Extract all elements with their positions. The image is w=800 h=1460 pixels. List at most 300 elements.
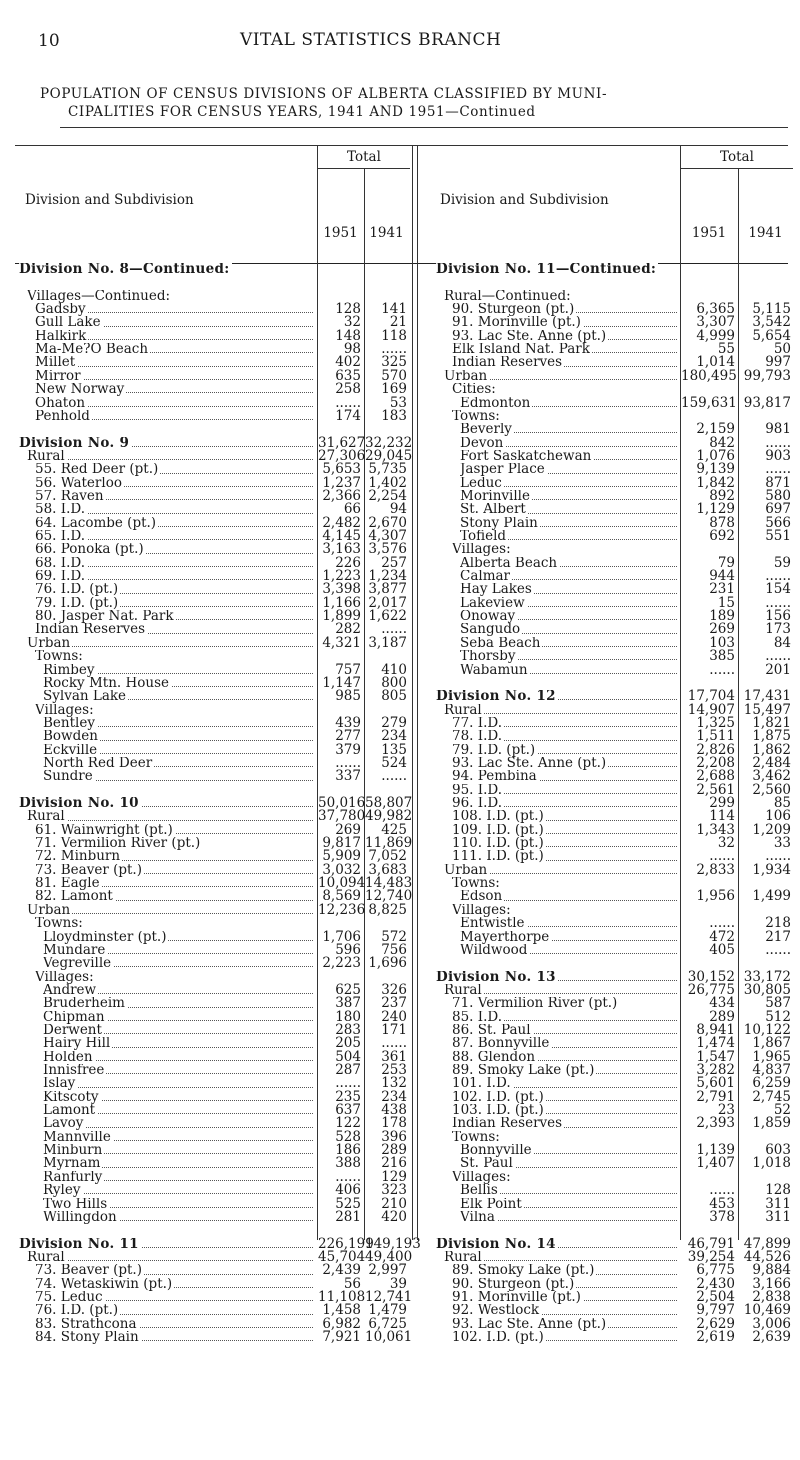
value-1951: 180,495 — [681, 367, 737, 384]
table-row — [420, 754, 793, 771]
table-row — [420, 1304, 793, 1318]
value-1951: 405 — [709, 941, 735, 958]
value-1941: 279 — [381, 714, 407, 731]
value-1951: 1,511 — [696, 728, 735, 745]
table-row — [420, 1264, 793, 1278]
row-label: Bruderheim — [43, 997, 313, 1010]
row-label: 85. I.D. — [452, 1011, 677, 1024]
value-1951: 2,504 — [696, 1288, 735, 1305]
value-1951: 32 — [343, 314, 361, 331]
value-1951: 299 — [709, 795, 735, 811]
table-row — [15, 1329, 413, 1345]
year-1941-header: 1941 — [369, 225, 404, 241]
value-1941: 805 — [381, 688, 407, 705]
row-label: 101. I.D. — [452, 1077, 677, 1090]
value-1951: 1,223 — [322, 568, 361, 585]
value-1941: 156 — [765, 608, 791, 625]
table-row — [15, 770, 410, 784]
value-1951: 388 — [335, 1155, 361, 1172]
year-1941-header: 1941 — [748, 225, 783, 241]
row-label: 77. I.D. — [452, 717, 677, 730]
value-1941: 3,576 — [368, 541, 407, 558]
row-label: 91. Morinville (pt.) — [452, 1291, 677, 1304]
value-1951: 337 — [335, 768, 361, 785]
value-1951: 385 — [709, 648, 735, 665]
table-row — [420, 861, 793, 878]
value-1941: 5,654 — [752, 327, 791, 344]
value-1951: 4,321 — [322, 634, 361, 651]
table-row — [420, 343, 793, 357]
table-row — [420, 650, 793, 664]
row-label: Rural — [27, 450, 313, 463]
row-label: Villages: — [35, 703, 94, 717]
division-total-row — [420, 263, 793, 277]
table-row — [420, 810, 793, 824]
value-1941: 420 — [381, 1208, 407, 1225]
value-1941: 12,740 — [365, 888, 413, 905]
value-1951: 1,325 — [696, 714, 735, 731]
value-1941: 5,115 — [752, 301, 791, 318]
value-1951: 692 — [709, 528, 735, 544]
value-1941: 1,479 — [368, 1302, 407, 1319]
row-label: Entwistle — [460, 917, 677, 930]
row-label: 78. I.D. — [452, 730, 677, 743]
table-title — [40, 85, 780, 121]
row-label: 72. Minburn — [35, 850, 313, 863]
table-row — [420, 594, 793, 611]
value-1951: 2,159 — [696, 421, 735, 438]
value-1941: 210 — [381, 1195, 407, 1212]
value-1941: ...... — [381, 621, 407, 638]
row-label: 89. Smoky Lake (pt.) — [452, 1264, 677, 1277]
division-subdivision-header: Division and Subdivision — [25, 192, 194, 208]
row-label: Holden — [43, 1051, 313, 1064]
value-1941: 32,232 — [365, 434, 413, 451]
row-label: Urban — [444, 370, 677, 383]
table-row — [420, 474, 793, 491]
value-1941: 551 — [765, 528, 791, 544]
value-1941: 9,884 — [752, 1262, 791, 1279]
row-label: Urban — [27, 637, 313, 650]
row-label: Millet — [35, 356, 313, 369]
row-label: Villages: — [452, 543, 511, 557]
value-1941: ...... — [381, 1035, 407, 1052]
value-1941: 5,735 — [368, 461, 407, 478]
row-label: 82. Lamont — [35, 890, 313, 903]
row-label: Sylvan Lake — [43, 690, 313, 703]
table-row — [420, 781, 793, 798]
value-1951: 1,474 — [696, 1035, 735, 1052]
row-label: Villages: — [452, 1170, 511, 1185]
value-1941: ...... — [765, 461, 791, 478]
value-1951: ...... — [335, 754, 361, 771]
row-label: Tofield — [460, 530, 677, 543]
value-1941: 1,402 — [368, 474, 407, 491]
value-1951: 39,254 — [687, 1248, 735, 1265]
row-label: Calmar — [460, 570, 677, 583]
value-1951: 277 — [335, 728, 361, 745]
value-1941: 99,793 — [743, 367, 791, 384]
value-1951: 1,842 — [696, 474, 735, 491]
row-label: Division No. 14 — [436, 1238, 677, 1251]
row-label: 89. Smoky Lake (pt.) — [452, 1064, 677, 1077]
value-1941: 201 — [765, 661, 791, 678]
value-1951: 66 — [343, 501, 361, 518]
row-label: 56. Waterloo — [35, 477, 313, 490]
value-1951: 6,775 — [696, 1262, 735, 1279]
value-1951: 1,014 — [696, 354, 735, 371]
value-1951: 12,236 — [318, 901, 366, 918]
table-row — [420, 290, 793, 304]
row-label: Rural — [27, 810, 313, 823]
value-1941: 3,683 — [368, 861, 407, 878]
division-total-row — [15, 263, 410, 277]
row-label: 93. Lac Ste. Anne (pt.) — [452, 1318, 677, 1331]
value-1941: 981 — [765, 421, 791, 438]
table-row — [420, 1037, 793, 1051]
value-1951: 10,094 — [318, 875, 366, 892]
row-label: Stony Plain — [460, 517, 677, 530]
row-label: Kitscoty — [43, 1091, 313, 1104]
table-row — [420, 1077, 793, 1091]
row-label: Rural — [27, 1251, 313, 1264]
table-row — [420, 543, 793, 557]
row-label — [19, 276, 313, 289]
row-label — [19, 1224, 313, 1237]
value-1941: 149,193 — [365, 1235, 421, 1252]
row-label: 109. I.D. (pt.) — [452, 824, 677, 837]
row-label: 80. Jasper Nat. Park — [35, 610, 313, 623]
value-1941: 1,696 — [368, 955, 407, 972]
value-1951: 2,791 — [696, 1088, 735, 1105]
row-label: Towns: — [452, 877, 500, 891]
row-label: Division No. 12 — [436, 690, 677, 703]
value-1951: 387 — [335, 995, 361, 1012]
row-label: Edson — [460, 890, 677, 903]
value-1951: 32 — [717, 835, 735, 852]
value-1951: 50,016 — [318, 795, 366, 811]
table-row — [420, 941, 793, 958]
table-row — [15, 1208, 410, 1225]
row-label: Rimbey — [43, 664, 313, 677]
value-1951: ...... — [709, 848, 735, 865]
value-1951: 3,307 — [696, 314, 735, 331]
value-1941: 50 — [773, 341, 791, 358]
value-1951: 4,145 — [322, 528, 361, 544]
value-1951: 3,282 — [696, 1062, 735, 1078]
title-rule-thick — [60, 127, 788, 128]
table-row — [420, 770, 793, 784]
row-label: Indian Reserves — [35, 623, 313, 636]
value-1951: 2,619 — [696, 1329, 735, 1345]
value-1941: 10,469 — [743, 1302, 791, 1319]
value-1941: 1,622 — [368, 608, 407, 625]
value-1941: 570 — [381, 367, 407, 384]
value-1941: 1,499 — [752, 888, 791, 905]
value-1951: 439 — [335, 714, 361, 731]
value-1941: 154 — [765, 581, 791, 598]
table-title-line-1: POPULATION OF CENSUS DIVISIONS OF ALBERTA CLASSIFIED BY MUNI- — [40, 86, 608, 102]
value-1951: 148 — [335, 327, 361, 344]
row-label: Ma-Me?O Beach — [35, 343, 313, 356]
row-label: 61. Wainwright (pt.) — [35, 824, 313, 837]
row-label: Rocky Mtn. House — [43, 677, 313, 690]
table-row — [420, 514, 793, 531]
row-label: 65. I.D. — [35, 530, 313, 543]
value-1951: 27,306 — [318, 447, 366, 464]
row-label: 75. Leduc — [35, 1291, 313, 1304]
value-1951: 5,601 — [696, 1075, 735, 1092]
value-1951: 122 — [335, 1115, 361, 1132]
value-1951: 46,791 — [687, 1235, 735, 1252]
value-1941: 361 — [381, 1048, 407, 1065]
table-row — [420, 583, 793, 597]
table-row — [420, 1288, 793, 1305]
row-label: 83. Strathcona — [35, 1318, 313, 1331]
value-1951: 2,629 — [696, 1315, 735, 1332]
row-label: Division No. 8—Continued: — [19, 263, 230, 277]
value-1941: 53 — [389, 394, 407, 411]
value-1941: 2,017 — [368, 594, 407, 611]
row-label: St. Paul — [460, 1157, 677, 1170]
row-label: 90. Sturgeon (pt.) — [452, 1278, 677, 1291]
value-1941: 289 — [381, 1142, 407, 1159]
value-1941: 311 — [765, 1208, 791, 1225]
value-1951: 269 — [709, 621, 735, 638]
value-1941: 234 — [381, 1088, 407, 1105]
row-label: Lamont — [43, 1104, 313, 1117]
value-1941: 173 — [765, 621, 791, 638]
value-1951: 596 — [335, 941, 361, 958]
row-label: Villages: — [35, 970, 94, 984]
row-label: Beverly — [460, 423, 677, 436]
row-label: 94. Pembina — [452, 770, 677, 783]
year-1951-header: 1951 — [691, 225, 727, 241]
value-1951: 402 — [335, 354, 361, 371]
value-1951: 3,032 — [322, 861, 361, 878]
row-label: Urban — [27, 904, 313, 917]
value-1951: 1,343 — [696, 821, 735, 838]
row-label: St. Albert — [460, 503, 677, 516]
table-row — [15, 957, 410, 971]
table-row — [420, 1331, 793, 1345]
table-row — [420, 981, 793, 998]
row-label: Elk Point — [460, 1198, 677, 1211]
value-1951: 9,139 — [696, 461, 735, 478]
value-1941: 217 — [765, 928, 791, 945]
table-row — [420, 701, 793, 718]
value-1941: 2,670 — [368, 514, 407, 531]
table-row — [420, 904, 793, 918]
row-label: Gull Lake — [35, 316, 313, 329]
value-1951: 174 — [335, 407, 361, 424]
value-1941: ...... — [765, 848, 791, 865]
value-1941: 132 — [381, 1075, 407, 1092]
table-row — [420, 928, 793, 945]
value-1951: 11,108 — [318, 1288, 366, 1305]
table-row — [420, 1275, 793, 1292]
row-label: Devon — [460, 437, 677, 450]
value-1951: 757 — [335, 661, 361, 678]
table-title-line-2: CIPALITIES FOR CENSUS YEARS, 1941 AND 1951—Continued — [68, 104, 536, 120]
value-1951: 1,139 — [696, 1142, 735, 1159]
row-label: Vilna — [460, 1211, 677, 1224]
row-label — [436, 957, 677, 970]
row-label: Towns: — [35, 650, 83, 664]
value-1941: 33,172 — [743, 968, 791, 985]
row-label: Fort Saskatchewan — [460, 450, 677, 463]
row-label: Ohaton — [35, 397, 313, 410]
running-header: VITAL STATISTICS BRANCH — [240, 30, 502, 50]
value-1941: ...... — [765, 434, 791, 451]
value-1941: 216 — [381, 1155, 407, 1172]
value-1951: 282 — [335, 621, 361, 638]
value-1941: 10,122 — [743, 1021, 791, 1038]
value-1941: 697 — [765, 501, 791, 518]
value-1951: 103 — [709, 634, 735, 651]
value-1951: 128 — [335, 301, 361, 318]
value-1941: 135 — [381, 741, 407, 758]
table-row — [420, 1195, 793, 1212]
value-1951: 5,909 — [322, 848, 361, 865]
value-1941: 39 — [389, 1275, 407, 1292]
value-1941: 218 — [765, 915, 791, 932]
value-1941: 11,869 — [365, 835, 413, 852]
row-label: Ryley — [43, 1184, 313, 1197]
value-1941: 3,187 — [368, 634, 407, 651]
row-label — [436, 276, 677, 289]
row-label: Cities: — [452, 383, 496, 397]
table-row — [420, 1157, 793, 1171]
row-label: Rural—Continued: — [444, 289, 571, 303]
value-1951: 56 — [343, 1275, 361, 1292]
row-label: Halkirk — [35, 330, 313, 343]
value-1951: 504 — [335, 1048, 361, 1065]
row-label: 74. Wetaskiwin (pt.) — [35, 1278, 313, 1291]
row-label: 95. I.D. — [452, 784, 677, 797]
value-1951: 2,482 — [322, 514, 361, 531]
value-1951: 1,956 — [696, 888, 735, 905]
table-row — [15, 634, 410, 651]
value-1951: ...... — [335, 1168, 361, 1185]
table-row — [420, 730, 793, 744]
value-1951: 1,899 — [322, 608, 361, 625]
value-1941: 169 — [381, 381, 407, 398]
row-label: Wildwood — [460, 944, 677, 957]
row-label: Indian Reserves — [452, 1117, 677, 1130]
table-row — [420, 434, 793, 451]
row-label: 103. I.D. (pt.) — [452, 1104, 677, 1117]
value-1941: 524 — [381, 754, 407, 771]
value-1941: 3,462 — [752, 768, 791, 785]
value-1941: ...... — [765, 594, 791, 611]
value-1941: 3,006 — [752, 1315, 791, 1332]
row-label: Onoway — [460, 610, 677, 623]
table-row — [420, 1048, 793, 1065]
value-1951: 7,921 — [322, 1329, 361, 1345]
row-label: 93. Lac Ste. Anne (pt.) — [452, 757, 677, 770]
value-1951: 287 — [335, 1062, 361, 1078]
row-label: Lakeview — [460, 597, 677, 610]
value-1951: 9,817 — [322, 835, 361, 852]
value-1951: 1,407 — [696, 1155, 735, 1172]
value-1951: 525 — [335, 1195, 361, 1212]
value-1941: 410 — [381, 661, 407, 678]
value-1951: ...... — [709, 661, 735, 678]
value-1941: 572 — [381, 928, 407, 945]
value-1941: 183 — [381, 407, 407, 424]
value-1941: 800 — [381, 674, 407, 691]
value-1951: 434 — [709, 995, 735, 1012]
value-1941: 756 — [381, 941, 407, 958]
row-label: New Norway — [35, 383, 313, 396]
row-label: Wabamun — [460, 664, 677, 677]
value-1941: 52 — [773, 1102, 791, 1119]
table-row — [420, 634, 793, 651]
row-label: 93. Lac Ste. Anne (pt.) — [452, 330, 677, 343]
row-label: 69. I.D. — [35, 570, 313, 583]
row-label: Willingdon — [43, 1211, 313, 1224]
table-row — [420, 570, 793, 584]
table-row — [420, 327, 793, 344]
value-1941: 1,862 — [752, 741, 791, 758]
value-1941: 566 — [765, 514, 791, 531]
value-1941: ...... — [765, 648, 791, 665]
row-label — [436, 1224, 677, 1237]
row-label: Seba Beach — [460, 637, 677, 650]
value-1951: 379 — [335, 741, 361, 758]
value-1941: 257 — [381, 554, 407, 571]
value-1941: ...... — [765, 568, 791, 585]
value-1951: 6,982 — [322, 1315, 361, 1332]
value-1941: 323 — [381, 1182, 407, 1199]
row-label: Towns: — [35, 917, 83, 931]
division-total-row — [420, 690, 793, 704]
value-1951: 14,907 — [687, 701, 735, 718]
value-1941: 15,497 — [743, 701, 791, 718]
value-1951: 892 — [709, 487, 735, 504]
value-1941: 1,234 — [368, 568, 407, 585]
value-1951: 17,704 — [687, 688, 735, 705]
table-row — [420, 1248, 793, 1265]
row-label: Morinville — [460, 490, 677, 503]
value-1951: 944 — [709, 568, 735, 585]
value-1951: 2,366 — [322, 487, 361, 504]
row-label: Eckville — [43, 744, 313, 757]
row-label: Villages: — [452, 903, 511, 918]
table-row — [420, 741, 793, 758]
value-1951: 1,237 — [322, 474, 361, 491]
row-label: 86. St. Paul — [452, 1024, 677, 1037]
value-1941: 129 — [381, 1168, 407, 1185]
value-1941: 325 — [381, 354, 407, 371]
value-1941: 171 — [381, 1021, 407, 1038]
value-1941: 44,526 — [743, 1248, 791, 1265]
value-1941: 1,209 — [752, 821, 791, 838]
row-label: Gadsby — [35, 303, 313, 316]
row-label: Hairy Hill — [43, 1037, 313, 1050]
value-1941: 1,867 — [752, 1035, 791, 1052]
value-1941: 2,560 — [752, 781, 791, 798]
row-label: 102. I.D. (pt.) — [452, 1091, 677, 1104]
value-1941: 3,542 — [752, 314, 791, 331]
value-1951: ...... — [709, 1182, 735, 1199]
table-row — [420, 623, 793, 637]
table-row — [420, 1171, 793, 1185]
table-row — [420, 1224, 793, 1238]
value-1941: 12,741 — [365, 1288, 413, 1305]
value-1941: 118 — [381, 327, 407, 344]
